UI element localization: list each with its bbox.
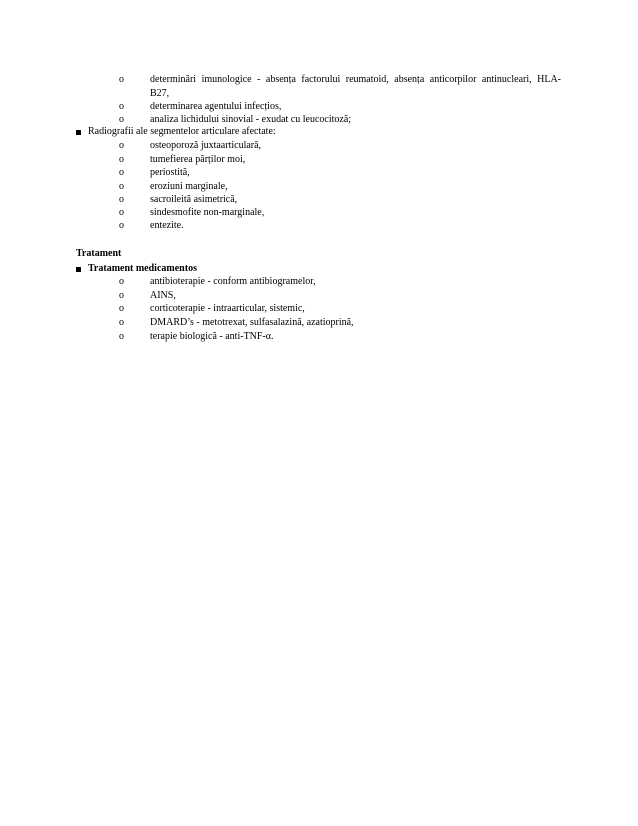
list-bullet: o [119,167,124,178]
list-bullet: o [119,140,124,151]
list-item-immunology-cont: B27, [150,88,170,99]
list-item: AINS, [150,290,176,301]
list-item: sacroileită asimetrică, [150,194,238,205]
list-item: eroziuni marginale, [150,181,228,192]
square-bullet-icon [76,130,81,135]
list-bullet: o [119,154,124,165]
list-item-infectious-agent: determinarea agentului infecțios, [150,101,282,112]
list-item: antibioterapie - conform antibiogramelor, [150,276,316,287]
list-item: sindesmofite non-marginale, [150,207,265,218]
list-item-synovial-fluid: analiza lichidului sinovial - exudat cu leucocitoză; [150,114,352,125]
treatment-heading: Tratament [76,248,122,259]
list-bullet: o [119,290,124,301]
list-item: terapie biologică - anti-TNF-α. [150,331,274,342]
list-bullet: o [119,114,124,125]
list-bullet: o [119,207,124,218]
list-item: DMARD’s - metotrexat, sulfasalazină, azatioprină, [150,317,354,328]
square-bullet-icon [76,267,81,272]
list-bullet: o [119,317,124,328]
list-item: osteoporoză juxtaarticulară, [150,140,262,151]
list-item: periostită, [150,167,190,178]
medication-subtitle: Tratament medicamentos [88,263,197,274]
list-bullet: o [119,181,124,192]
list-bullet: o [119,74,124,85]
list-item: corticoterapie - intraarticular, sistemic, [150,303,305,314]
list-item: entezite. [150,220,184,231]
list-bullet: o [119,276,124,287]
list-bullet: o [119,101,124,112]
list-item-immunology: determinări imunologice - absența factorului reumatoid, absența anticorpilor antinucleari, HLA- [150,74,561,85]
list-bullet: o [119,331,124,342]
list-bullet: o [119,194,124,205]
list-bullet: o [119,303,124,314]
radiography-title: Radiografii ale segmentelor articulare afectate: [88,126,276,137]
list-item: tumefierea părților moi, [150,154,246,165]
list-bullet: o [119,220,124,231]
